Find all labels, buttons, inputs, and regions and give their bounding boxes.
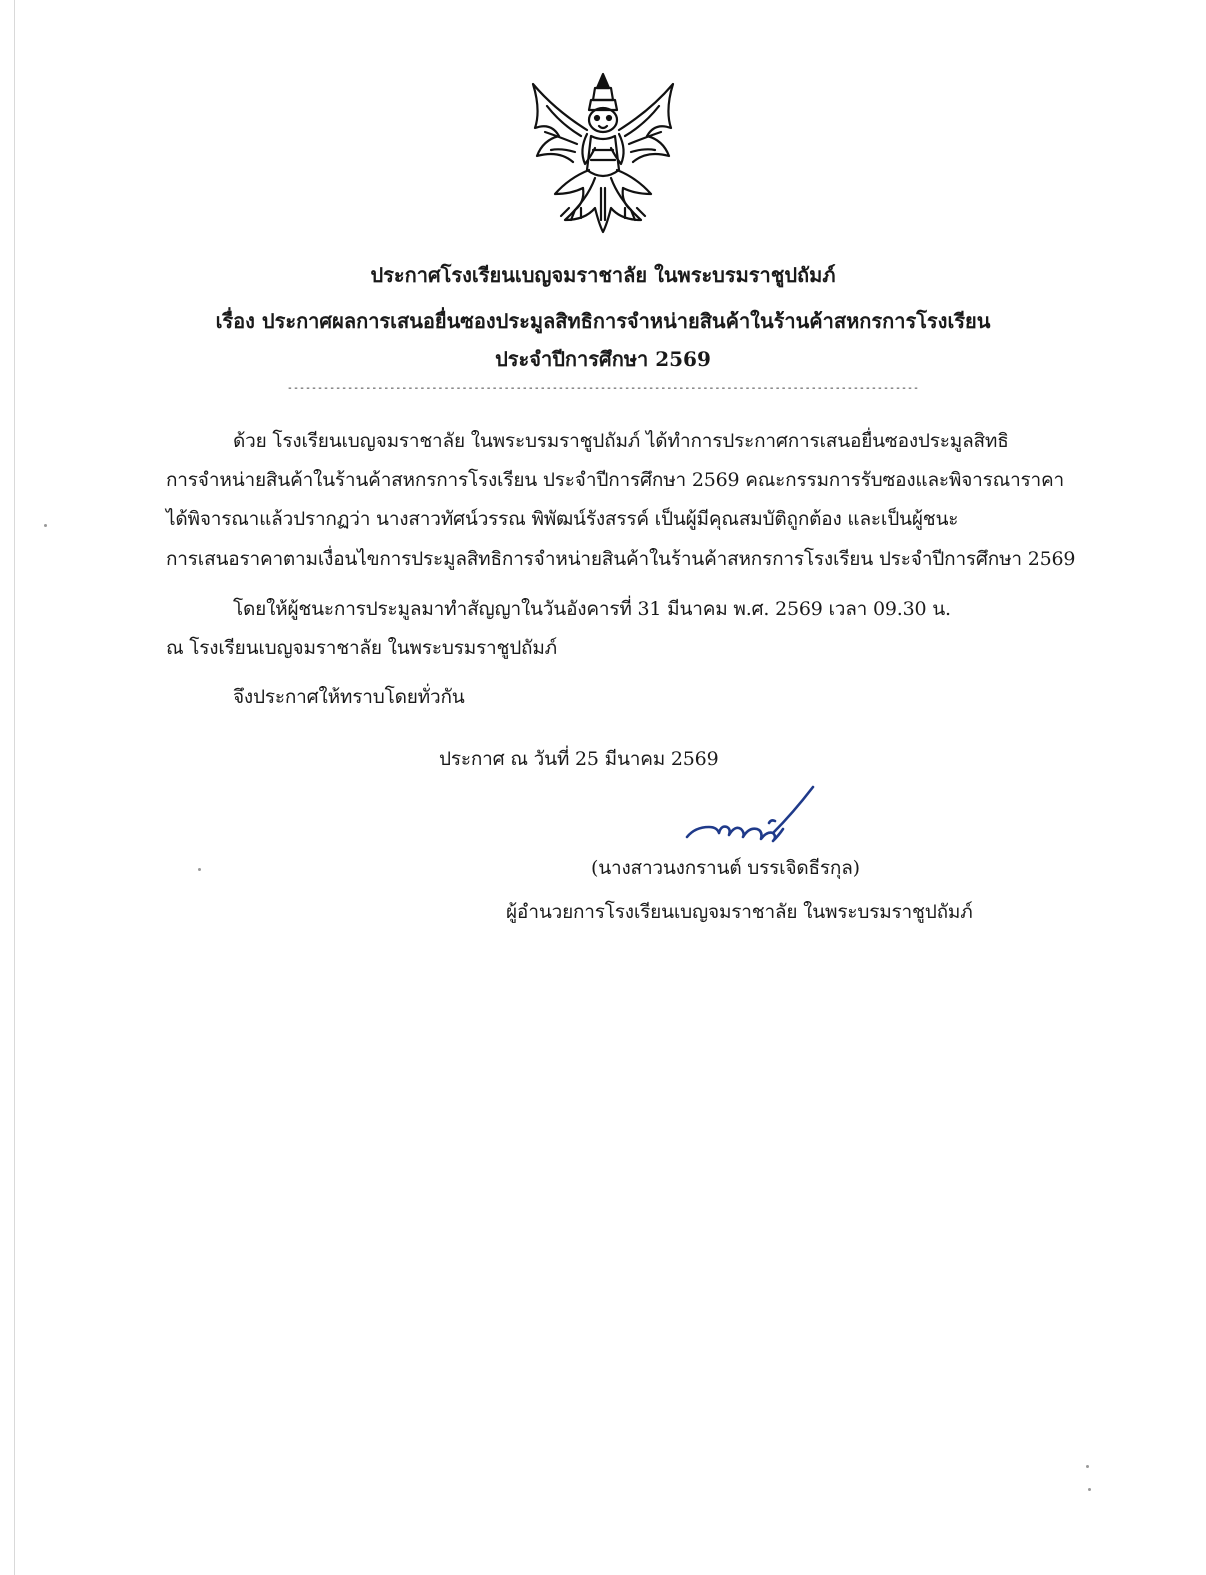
garuda-emblem-icon — [525, 70, 681, 235]
handwritten-signature-icon — [683, 783, 823, 849]
document-title: ประกาศโรงเรียนเบญจมราชาลัย ในพระบรมราชูปถัมภ์ — [370, 263, 836, 287]
signatory-position: ผู้อำนวยการโรงเรียนเบญจมราชาลัย ในพระบรมราชูปถัมภ์ — [506, 901, 973, 923]
body-paragraph-line: การเสนอราคาตามเงื่อนไขการประมูลสิทธิการจำหน่ายสินค้าในร้านค้าสหกรการโรงเรียน ประจำปีการศึกษา 2569 — [166, 548, 1076, 570]
document-subject: เรื่อง ประกาศผลการเสนอยื่นซองประมูลสิทธิการจำหน่ายสินค้าในร้านค้าสหกรการโรงเรียน — [215, 309, 991, 333]
academic-year: ประจำปีการศึกษา 2569 — [495, 347, 711, 371]
scan-speck — [1086, 1465, 1089, 1468]
closing-line: จึงประกาศให้ทราบโดยทั่วกัน — [233, 686, 465, 708]
announce-date: ประกาศ ณ วันที่ 25 มีนาคม 2569 — [439, 748, 719, 770]
page-edge — [14, 0, 15, 1575]
body-paragraph-line: การจำหน่ายสินค้าในร้านค้าสหกรการโรงเรียน ประจำปีการศึกษา 2569 คณะกรรมการรับซองและพิจารณาราคา — [166, 469, 1065, 491]
scan-speck — [198, 868, 201, 871]
contract-paragraph-line: ณ โรงเรียนเบญจมราชาลัย ในพระบรมราชูปถัมภ์ — [166, 637, 558, 659]
contract-paragraph-line: โดยให้ผู้ชนะการประมูลมาทำสัญญาในวันอังคารที่ 31 มีนาคม พ.ศ. 2569 เวลา 09.30 น. — [233, 598, 951, 620]
signatory-name: (นางสาวนงกรานต์ บรรเจิดธีรกุล) — [591, 857, 860, 879]
scan-speck — [44, 524, 47, 527]
title-separator: --------------------------------------------------------------------------------------------------------- — [286, 383, 920, 394]
scan-speck — [1088, 1488, 1091, 1491]
body-paragraph-line: ได้พิจารณาแล้วปรากฏว่า นางสาวทัศน์วรรณ พิพัฒน์รังสรรค์ เป็นผู้มีคุณสมบัติถูกต้อง และเป็นผู้ชนะ — [166, 508, 959, 530]
body-paragraph-line: ด้วย โรงเรียนเบญจมราชาลัย ในพระบรมราชูปถัมภ์ ได้ทำการประกาศการเสนอยื่นซองประมูลสิทธิ — [233, 430, 1009, 452]
